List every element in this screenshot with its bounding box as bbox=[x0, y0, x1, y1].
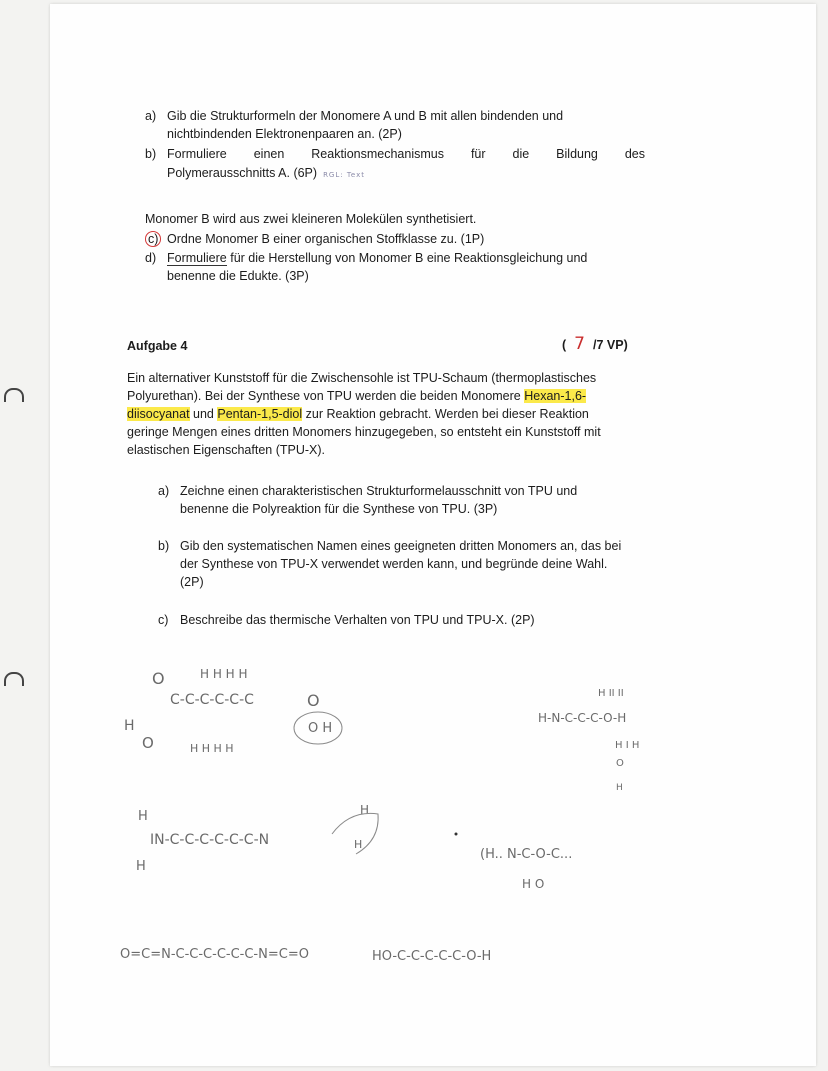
s1-o: O bbox=[152, 669, 165, 688]
s3-top: H II II bbox=[598, 688, 624, 699]
binder-holes bbox=[8, 0, 44, 1071]
task-c: c) Beschreibe das thermische Verhalten von TPU und TPU-X. (2P) bbox=[158, 613, 535, 627]
s6: HO-C-C-C-C-C-O-H bbox=[372, 949, 492, 964]
handwritten-structures bbox=[50, 644, 816, 984]
s3-o: O bbox=[616, 758, 624, 769]
s2-h: H bbox=[138, 809, 148, 824]
s1-o3: O bbox=[307, 691, 320, 710]
task-b-top-line2: Polymerausschnitts A. (6P) RGL: Text bbox=[167, 166, 365, 180]
task-b: b) Gib den systematischen Namen eines geeigneten dritten Monomers an, das bei bbox=[158, 539, 622, 553]
aufgabe-title: Aufgabe 4 bbox=[127, 339, 188, 353]
s1-bottom: H H H H bbox=[190, 742, 234, 755]
para-line-2: Polyurethan). Bei der Synthese von TPU werden die beiden Monomere Hexan-1,6- bbox=[127, 389, 587, 403]
monomer-intro: Monomer B wird aus zwei kleineren Molekülen synthetisiert. bbox=[145, 212, 477, 226]
highlight-pentandiol: Pentan-1,5-diol bbox=[217, 407, 303, 421]
s1-main: C-C-C-C-C-C bbox=[170, 692, 254, 708]
s1-o2: O bbox=[142, 734, 154, 752]
score-box: ( 7 /7 VP) bbox=[562, 334, 628, 354]
task-b-line3: (2P) bbox=[180, 575, 204, 589]
highlight-diisocyanat: diisocyanat bbox=[127, 407, 190, 421]
pencil-dot bbox=[455, 833, 458, 836]
task-d-top: d) Formuliere für die Herstellung von Monomer B eine Reaktionsgleichung und bbox=[145, 251, 588, 265]
para-line-4: geringe Mengen eines dritten Monomers hinzugegeben, so entsteht ein Kunststoff mit bbox=[127, 425, 601, 439]
s3-bottom: H I H bbox=[615, 740, 640, 751]
s4-bottom: H O bbox=[522, 877, 545, 891]
task-b-top: b) Formuliere einen Reaktionsmechanismus für die Bildung des bbox=[145, 147, 645, 161]
para-line-1: Ein alternativer Kunststoff für die Zwischensohle ist TPU-Schaum (thermoplastisches bbox=[127, 371, 597, 385]
task-b-line2: der Synthese von TPU-X verwendet werden kann, und begründe deine Wahl. bbox=[180, 557, 608, 571]
s2-h4: H bbox=[354, 838, 363, 851]
task-d-top-line2: benenne die Edukte. (3P) bbox=[167, 269, 309, 283]
s1-top: H H H H bbox=[200, 667, 248, 681]
s3-main: H-N-C-C-C-O-H bbox=[538, 711, 627, 725]
task-a-top: a) Gib die Strukturformeln der Monomere A und B mit allen bindenden und bbox=[145, 109, 564, 123]
task-c-top: c) Ordne Monomer B einer organischen Stoffklasse zu. (1P) bbox=[145, 231, 484, 247]
pencil-note: RGL: Text bbox=[323, 171, 365, 179]
task-a-top-line2: nichtbindenden Elektronenpaaren an. (2P) bbox=[167, 127, 402, 141]
para-line-3: diisocyanat und Pentan-1,5-diol zur Reaktion gebracht. Werden bei dieser Reaktion bbox=[127, 407, 589, 421]
s2-h3: H bbox=[360, 803, 370, 817]
circled-label: c) bbox=[145, 231, 161, 247]
s2-h2: H bbox=[136, 859, 146, 874]
s1-h: H bbox=[124, 718, 135, 734]
s4-main: (H.. N-C-O-C... bbox=[480, 847, 573, 862]
handwritten-score: 7 bbox=[574, 334, 585, 354]
s1-oh: O H bbox=[308, 721, 333, 736]
highlight-hexan: Hexan-1,6- bbox=[524, 389, 587, 403]
s3-h: H bbox=[616, 783, 623, 793]
worksheet-page bbox=[50, 4, 816, 1066]
para-line-5: elastischen Eigenschaften (TPU-X). bbox=[127, 443, 326, 457]
s2-main: IN-C-C-C-C-C-C-N bbox=[150, 832, 270, 848]
task-a: a) Zeichne einen charakteristischen Strukturformelausschnitt von TPU und bbox=[158, 484, 578, 498]
s5: O=C=N-C-C-C-C-C-C-N=C=O bbox=[120, 947, 309, 962]
task-a-line2: benenne die Polyreaktion für die Synthese von TPU. (3P) bbox=[180, 502, 498, 516]
